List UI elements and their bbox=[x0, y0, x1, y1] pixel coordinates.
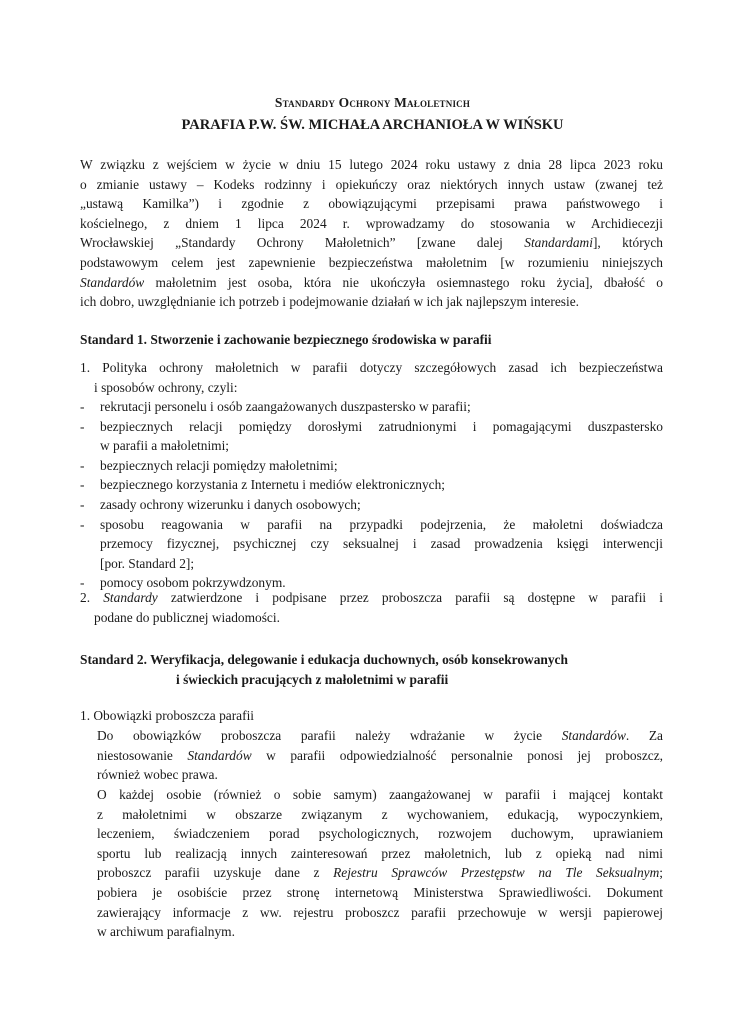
list-item: - bezpiecznych relacji pomiędzy małoletnimi; bbox=[80, 456, 663, 476]
standard-2-paragraph-2: O każdej osobie (również o sobie samym) zaangażowanej w parafii i mającej kontakt z małoletnimi w obszarze związanym z wychowaniem, edukacją, wypoczynkiem, leczeniem, świadczeniem porad psychologicznych, rozwojem duchowym, uprawianiem sportu lub realizacją innych zainteresowań przez małoletnich, lub z opieką nad nimi proboszcz parafii uzyskuje dane z Rejestru Sprawców Przestępstw na Tle Seksualnym; pobiera je osobiście przez stronę internetową Ministerstwa Sprawiedliwości. Dokument zawierający informacje z ww. rejestru proboszcz parafii przechowuje w wersji papierowej w archiwum parafialnym. bbox=[97, 787, 663, 940]
list-item: - bezpiecznych relacji pomiędzy dorosłymi zatrudnionymi i pomagającymi duszpastersko w parafii a małoletnimi; bbox=[80, 417, 663, 456]
document-title: Standardy Ochrony Małoletnich bbox=[274, 95, 471, 110]
list-item: - rekrutacji personelu i osób zaangażowanych duszpastersko w parafii; bbox=[80, 397, 663, 417]
standard-1-point-2: 2. Standardy zatwierdzone i podpisane przez proboszcza parafii są dostępne w parafii i podane do publicznej wiadomości. bbox=[80, 590, 664, 625]
standard-2-heading: Standard 2. Weryfikacja, delegowanie i edukacja duchownych, osób konsekrowanych i świeckich pracujących z małoletnimi w parafii bbox=[80, 652, 568, 687]
parish-name: PARAFIA P.W. ŚW. MICHAŁA ARCHANIOŁA W WIŃSKU bbox=[181, 117, 564, 133]
standard-2-paragraph-1: Do obowiązków proboszcza parafii należy wdrażanie w życie Standardów. Za niestosowanie Standardów w parafii odpowiedzialność personalnie ponosi jej proboszcz, również wobec prawa. bbox=[97, 728, 663, 783]
list-item: - bezpiecznego korzystania z Internetu i mediów elektronicznych; bbox=[80, 475, 663, 495]
standard-1-point-1: 1. Polityka ochrony małoletnich w parafii dotyczy szczegółowych zasad ich bezpieczeństwa i sposobów ochrony, czyli: bbox=[80, 360, 663, 395]
standard-2-subheading: 1. Obowiązki proboszcza parafii bbox=[80, 708, 255, 723]
intro-paragraph: W związku z wejściem w życie w dniu 15 lutego 2024 roku ustawy z dnia 28 lipca 2023 roku o zmianie ustawy – Kodeks rodzinny i opiekuńczy oraz niektórych innych ustaw (zwanej też „ustawą Kamilka”) i zgodnie z obowiązującymi przepisami prawa państwowego i kościelnego, z dniem 1 lipca 2024 r. wprowadzamy do stosowania w Archidiecezji Wrocławskiej „Standardy Ochrony Małoletnich” [zwane dalej Standardami], których podstawowym celem jest zapewnienie bezpieczeństwa małoletnim [w rozumieniu niniejszych Standardów małoletnim jest osoba, która nie ukończyła osiemnastego roku życia], dbałość o ich dobro, uwzględnianie ich potrzeb i podejmowanie działań w ich jak najlepszym interesie. bbox=[80, 157, 663, 310]
list-item: - sposobu reagowania w parafii na przypadki podejrzenia, że małoletni doświadcza przemocy fizycznej, psychicznej czy seksualnej i zasad prowadzenia księgi interwencji [por. Standard 2]; bbox=[80, 515, 663, 574]
list-item: - pomocy osobom pokrzywdzonym. bbox=[80, 573, 663, 593]
standard-1-list bbox=[80, 397, 663, 593]
list-item: - zasady ochrony wizerunku i danych osobowych; bbox=[80, 495, 663, 515]
standard-1-heading: Standard 1. Stworzenie i zachowanie bezpiecznego środowiska w parafii bbox=[80, 332, 492, 347]
